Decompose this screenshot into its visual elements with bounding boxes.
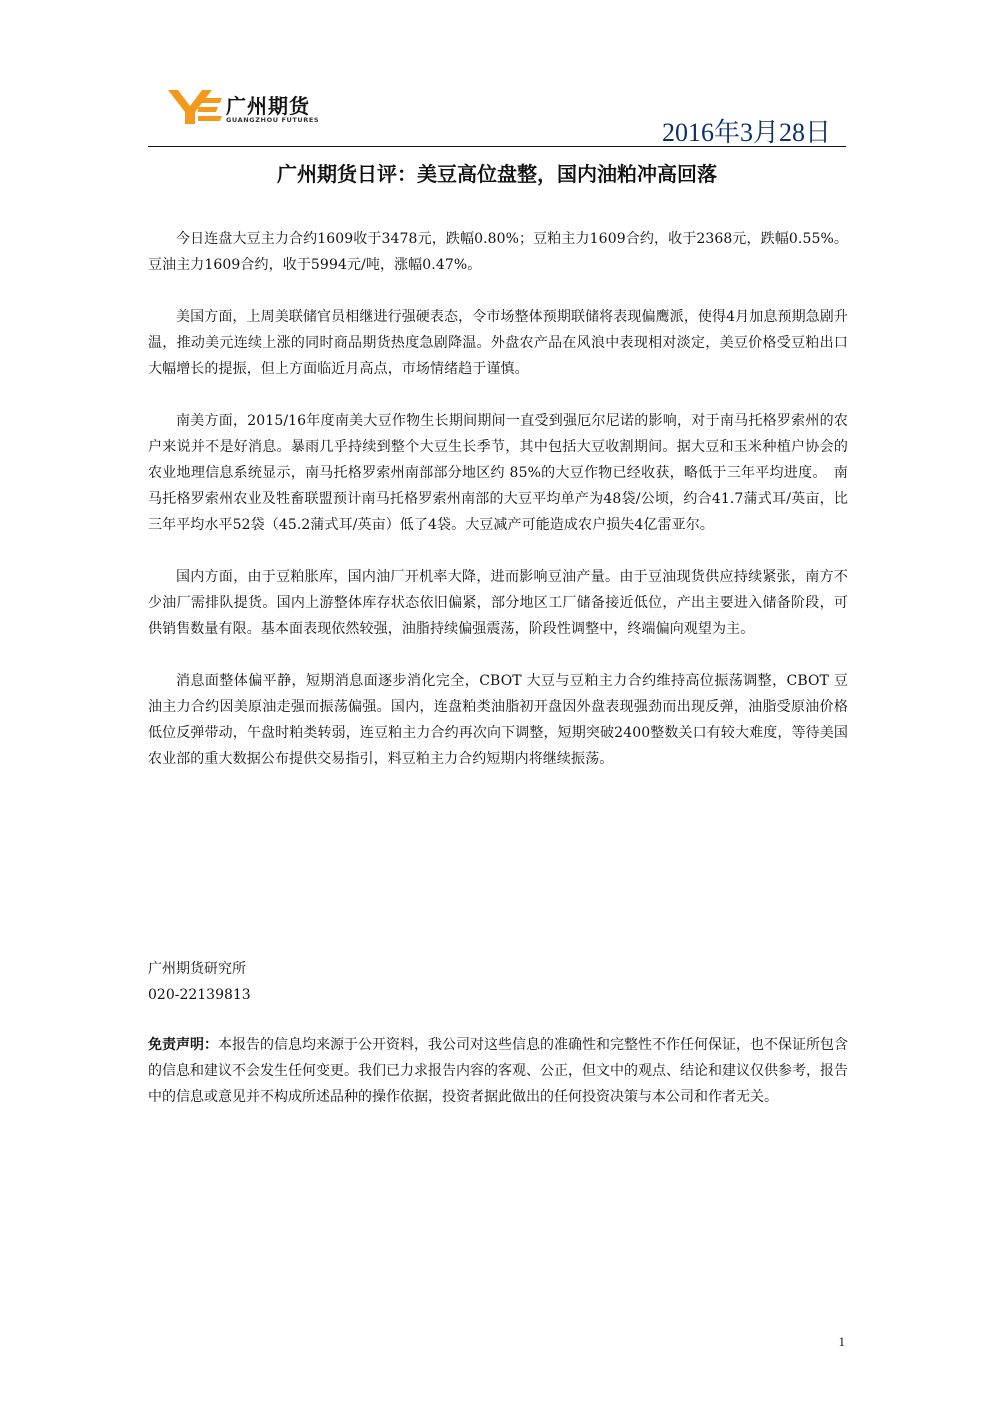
guangzhou-futures-logo-icon xyxy=(168,88,222,126)
paragraph: 消息面整体偏平静，短期消息面逐步消化完全，CBOT 大豆与豆粕主力合约维持高位振荡调整，CBOT 豆油主力合约因美原油走强而振荡偏强。国内，连盘粕类油脂初开盘因外盘表现强劲而出现反弹，油脂受原油价格低位反弹带动，午盘时粕类转弱，连豆粕主力合约再次向下调整，短期突破2400整数关口有较大难度，等待美国农业部的重大数据公布提供交易指引，料豆粕主力合约短期内将继续振荡。 xyxy=(148,673,848,767)
paragraph: 今日连盘大豆主力合约1609收于3478元，跌幅0.80%；豆粕主力1609合约，收于2368元，跌幅0.55%。豆油主力1609合约，收于5994元/吨，涨幅0.47%。 xyxy=(148,231,848,273)
paragraph: 国内方面，由于豆粕胀库，国内油厂开机率大降，进而影响豆油产量。由于豆油现货供应持续紧张，南方不少油厂需排队提货。国内上游整体库存状态依旧偏紧，部分地区工厂储备接近低位，产出主要进入储备阶段，可供销售数量有限。基本面表现依然较强，油脂持续偏强震荡，阶段性调整中，终端偏向观望为主。 xyxy=(148,569,848,637)
contact-block xyxy=(148,956,848,1008)
logo-subtext: GUANGZHOU FUTURES xyxy=(226,116,320,124)
document-title: 广州期货日评：美豆高位盘整，国内油粕冲高回落 xyxy=(277,162,717,186)
report-date: 2016年3月28日 xyxy=(661,118,831,147)
disclaimer-label: 免责声明： xyxy=(148,1037,218,1053)
paragraph: 美国方面，上周美联储官员相继进行强硬表态，令市场整体预期联储将表现偏鹰派，使得4月加息预期急剧升温，推动美元连续上涨的同时商品期货热度急剧降温。外盘农产品在风浪中表现相对淡定，美豆价格受豆粕出口大幅增长的提振，但上方面临近月高点，市场情绪趋于谨慎。 xyxy=(148,309,848,377)
page-number: 1 xyxy=(838,1334,845,1349)
organization-name: 广州期货研究所 xyxy=(148,961,246,977)
disclaimer xyxy=(148,1032,848,1110)
logo-text: 广州期货 xyxy=(226,94,310,118)
paragraph: 南美方面，2015/16年度南美大豆作物生长期间期间一直受到强厄尔尼诺的影响，对于南马托格罗索州的农户来说并不是好消息。暴雨几乎持续到整个大豆生长季节，其中包括大豆收割期间。据大豆和玉米种植户协会的农业地理信息系统显示，南马托格罗索州南部部分地区约 85%的大豆作物已经收获，略低于三年平均进度。 南马托格罗索州农业及牲畜联盟预计南马托格罗索州南部的大豆平均单产为48袋/公顷，约合41.7蒲式耳/英亩，比三年平均水平52袋（45.2蒲式耳/英亩）低了4袋。大豆减产可能造成农户损失4亿雷亚尔。 xyxy=(148,413,848,533)
company-logo xyxy=(168,86,358,130)
disclaimer-text: 本报告的信息均来源于公开资料，我公司对这些信息的准确性和完整性不作任何保证，也不保证所包含的信息和建议不会发生任何变更。我们已力求报告内容的客观、公正，但文中的观点、结论和建议仅供参考，报告中的信息或意见并不构成所述品种的操作依据，投资者据此做出的任何投资决策与本公司和作者无关。 xyxy=(148,1037,848,1105)
header-divider xyxy=(148,146,846,147)
phone-number: 020-22139813 xyxy=(148,987,251,1003)
document-body xyxy=(148,226,848,798)
